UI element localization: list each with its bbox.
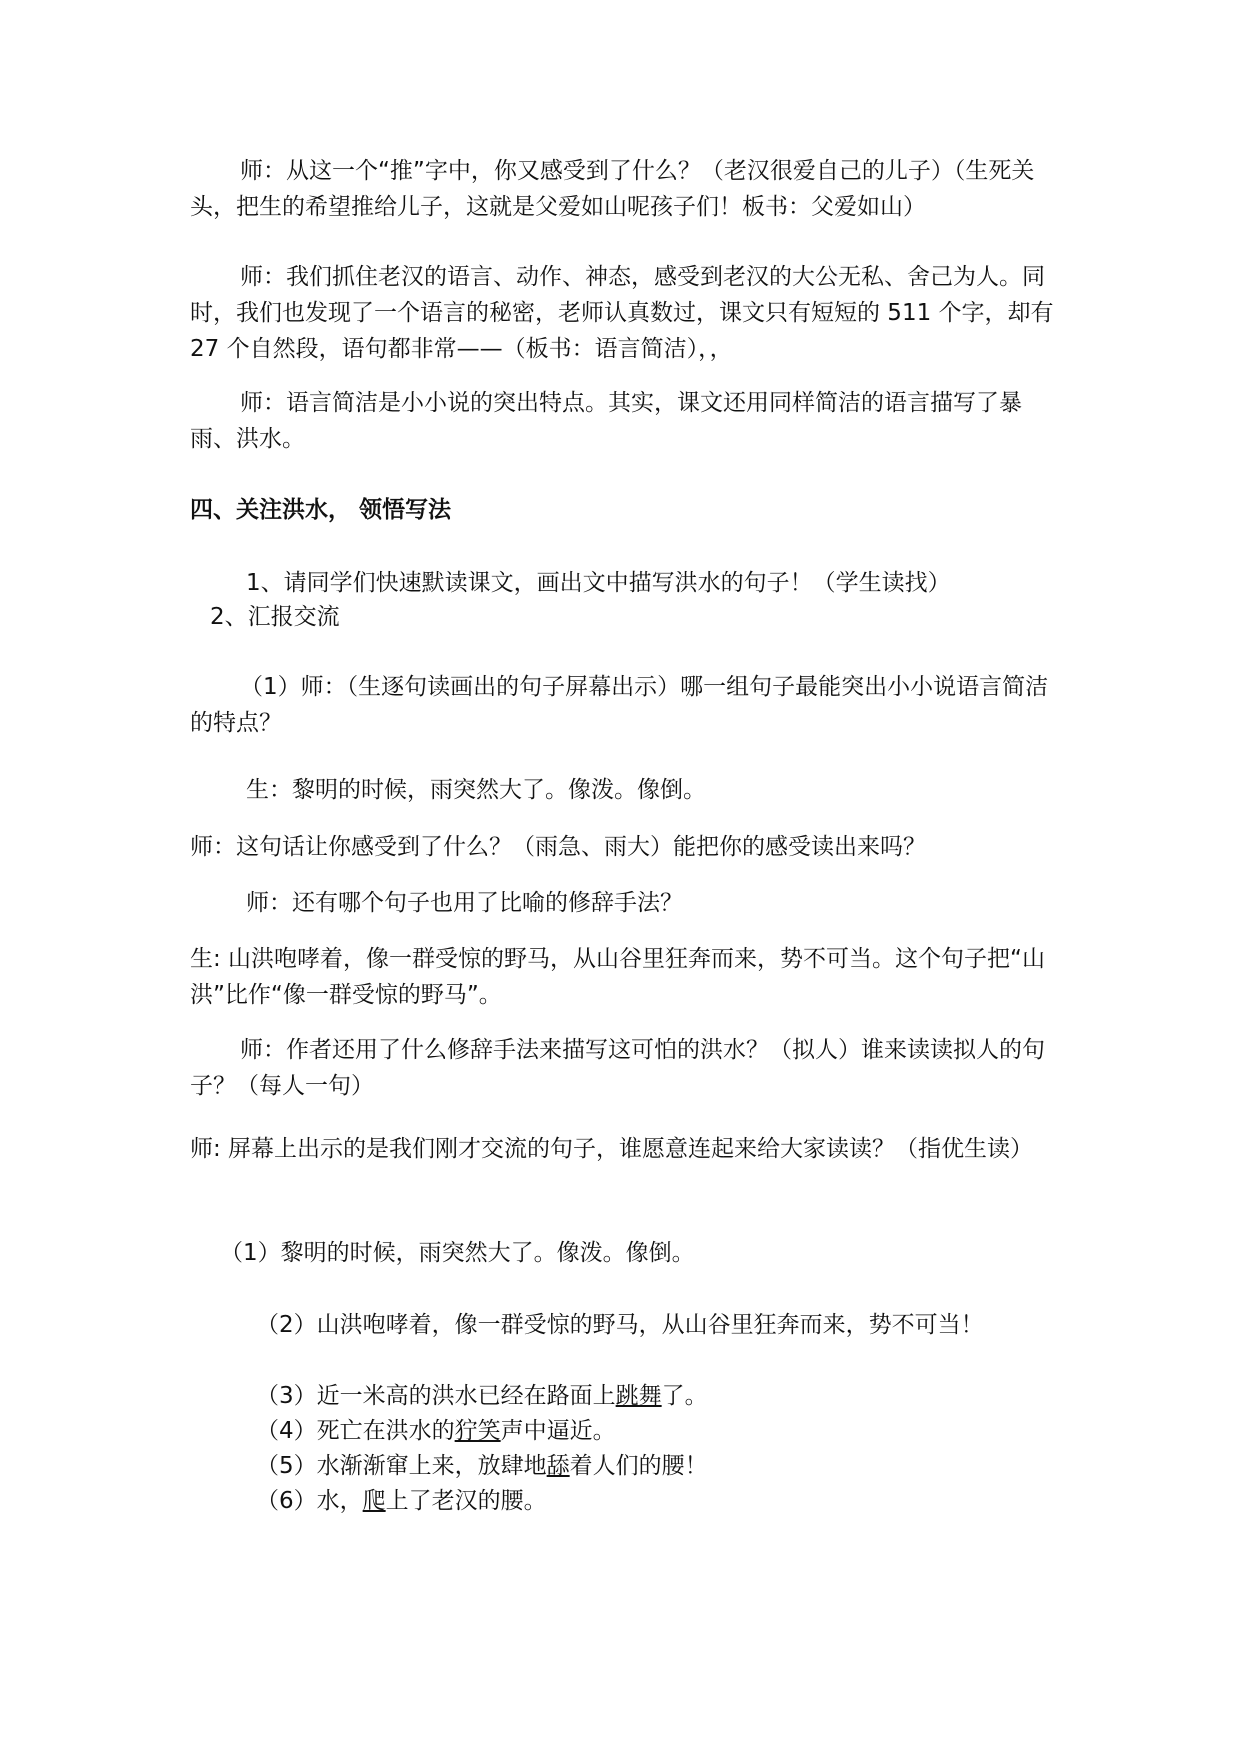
sentence-3-marked-word: 跳舞 [615,1383,662,1409]
sentence-3-text: （3）近一米高的洪水已经在路面上 [256,1383,616,1409]
paragraph-push-word: 师：从这一个“推”字中，你又感受到了什么？（老汉很爱自己的儿子）（生死关头，把生的希望推给儿子，这就是父爱如山呢孩子们！板书：父爱如山） [190,158,1035,220]
sentence-4-text: （4）死亡在洪水的 [256,1418,455,1444]
sentence-4-text-end: 声中逼近。 [500,1418,616,1444]
paragraph-student-answer-1: 生：黎明的时候，雨突然大了。像泼。像倒。 [246,777,706,803]
sentence-5-text: （5）水渐渐窜上来，放肆地 [256,1453,547,1479]
sentence-5-text-end: 着人们的腰！ [569,1453,708,1479]
paragraph-teacher-question-5: 师: 屏幕上出示的是我们刚才交流的句子，谁愿意连起来给大家读读？（指优生读） [190,1136,1034,1162]
sentence-4 [256,1413,1126,1449]
paragraph-teacher-question-3: 师：还有哪个句子也用了比喻的修辞手法？ [246,890,683,916]
sentence-6-text-end: 上了老汉的腰。 [385,1488,547,1514]
sentence-6 [256,1483,1126,1519]
paragraph-student-answer-2: 生: 山洪咆哮着，像一群受惊的野马，从山谷里狂奔而来，势不可当。这个句子把“山洪”比作“像一群受惊的野马”。 [190,946,1045,1008]
paragraph-teacher-question-4: 师：作者还用了什么修辞手法来描写这可怕的洪水？（拟人）谁来读读拟人的句子？（每人一句） [190,1037,1045,1099]
sentence-6-text: （6）水， [256,1488,363,1514]
sentence-2: （2）山洪咆哮着，像一群受惊的野马，从山谷里狂奔而来，势不可当！ [256,1312,984,1338]
paragraph-teacher-question-1: （1）师：（生逐句读画出的句子屏幕出示）哪一组句子最能突出小小说语言简洁的特点？ [190,674,1049,736]
sentence-5-marked-word: 舔 [546,1453,570,1479]
paragraph-teacher-question-2: 师：这句话让你感受到了什么？（雨急、雨大）能把你的感受读出来吗？ [190,834,926,860]
sentence-5 [256,1448,1126,1484]
step-2: 2、汇报交流 [210,604,340,630]
sentence-3-text-end: 了。 [661,1383,708,1409]
paragraph-language-secret: 师：我们抓住老汉的语言、动作、神态，感受到老汉的大公无私、舍己为人。同时，我们也发现了一个语言的秘密，老师认真数过，课文只有短短的 511 个字，却有 27 个自然段，语句都非常——（板书：语言简洁），， [190,264,1054,362]
sentence-6-marked-word: 爬 [362,1488,386,1514]
sentence-1: （1）黎明的时候，雨突然大了。像泼。像倒。 [220,1240,695,1266]
paragraph-concise-language: 师：语言简洁是小小说的突出特点。其实，课文还用同样简洁的语言描写了暴雨、洪水。 [190,390,1022,452]
step-1: 1、请同学们快速默读课文，画出文中描写洪水的句子！（学生读找） [246,570,951,596]
section-heading: 四、关注洪水， 领悟写法 [190,497,452,523]
sentence-4-marked-word: 狞笑 [454,1418,501,1444]
sentence-3 [256,1378,1126,1414]
